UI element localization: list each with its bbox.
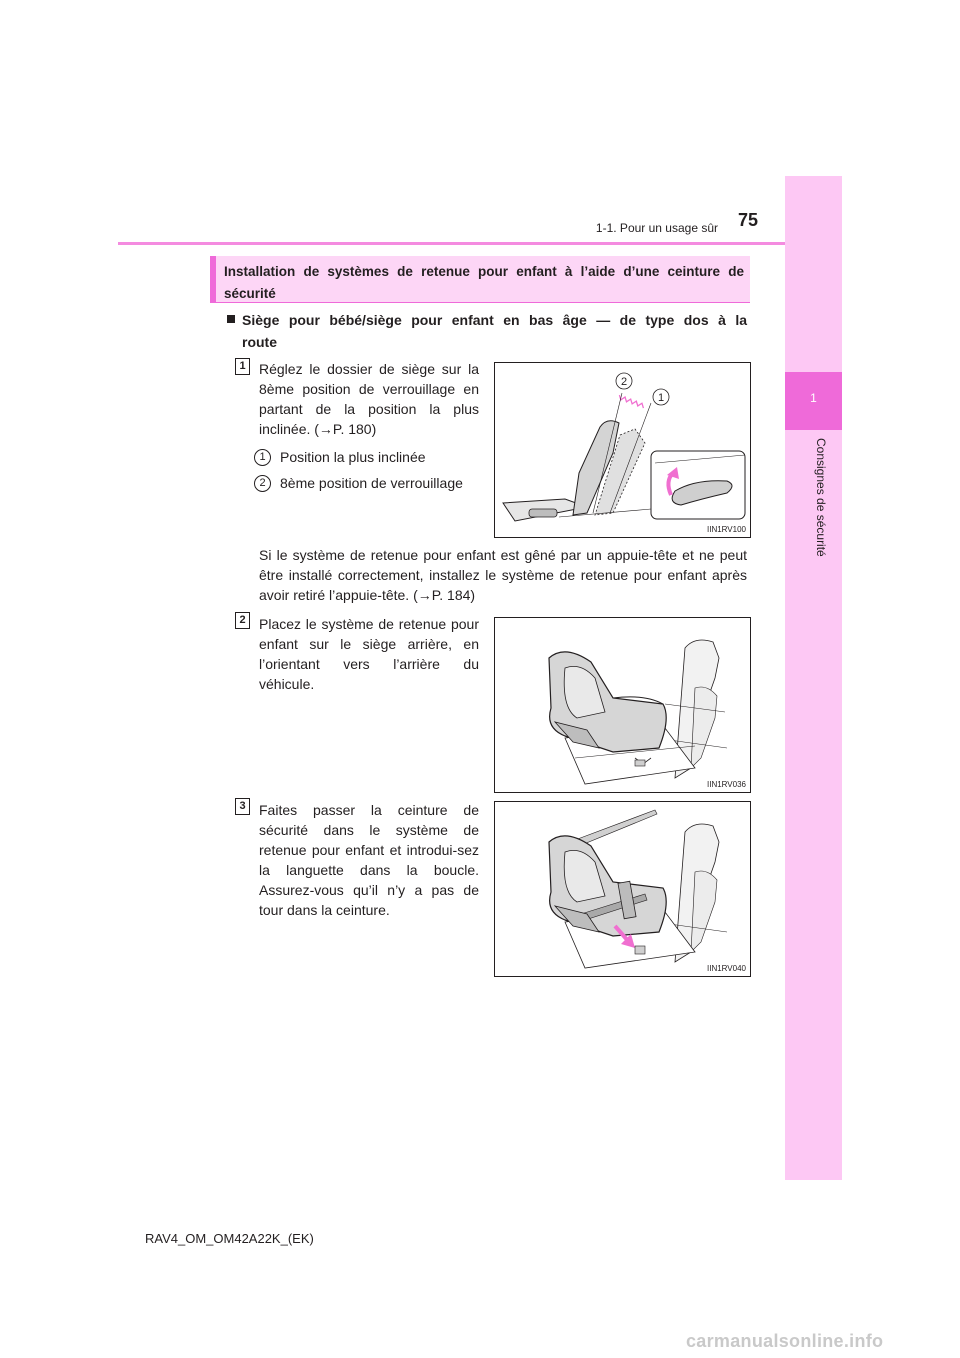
step-3-text: Faites passer la ceinture de sécurité dans le système de retenue pour enfant et introdui-sez la languette dans la boucle. Assurez-vous qu’il n’y a pas de tour dans la ceinture. bbox=[259, 802, 479, 918]
child-seat-placed-illustration bbox=[495, 618, 750, 792]
section-bar-accent bbox=[210, 256, 216, 302]
figure-belt-routing bbox=[494, 801, 751, 977]
subheading: Siège pour bébé/siège pour enfant en bas âge — de type dos à la route bbox=[242, 312, 747, 350]
figure-label-1: 1 bbox=[657, 392, 665, 404]
step-1-text: Réglez le dossier de siège sur la 8ème position de verrouillage en partant de la position la plus inclinée. (→P. 180) bbox=[259, 361, 479, 437]
callout-text-2: 8ème position de verrouillage bbox=[280, 475, 463, 491]
site-watermark: carmanualsonline.info bbox=[686, 1331, 884, 1351]
callout-number-1: 1 bbox=[254, 449, 271, 466]
step-1-note: Si le système de retenue pour enfant est gêné par un appuie-tête et ne peut être installé correctement, installez le système de retenue pour enfant après avoir retiré l’appuie-tête. (→P. 184) bbox=[259, 547, 747, 603]
step-number-1: 1 bbox=[235, 358, 250, 375]
figure-child-seat-placed bbox=[494, 617, 751, 793]
chapter-tab-label: Consignes de sécurité bbox=[814, 438, 828, 557]
section-reference: 1-1. Pour un usage sûr bbox=[595, 221, 718, 235]
figure-code: IIN1RV036 bbox=[707, 780, 746, 789]
side-tab-strip bbox=[785, 176, 842, 1180]
figure-code: IIN1RV040 bbox=[707, 964, 746, 973]
callout-number-2: 2 bbox=[254, 475, 271, 492]
step-number-2: 2 bbox=[235, 612, 250, 629]
document-code: RAV4_OM_OM42A22K_(EK) bbox=[145, 1231, 314, 1246]
step-2-text: Placez le système de retenue pour enfant sur le siège arrière, en l’orientant vers l’arrière du véhicule. bbox=[259, 616, 479, 692]
belt-routing-illustration bbox=[495, 802, 750, 976]
figure-label-2: 2 bbox=[620, 376, 628, 388]
section-title: Installation de systèmes de retenue pour enfant à l’aide d’une ceinture de sécurité bbox=[224, 264, 744, 301]
bullet-square-icon bbox=[227, 315, 235, 323]
header-rule bbox=[118, 242, 785, 245]
step-number-3: 3 bbox=[235, 798, 250, 815]
figure-seatback-adjust bbox=[494, 362, 751, 538]
seatback-illustration bbox=[495, 363, 750, 537]
chapter-tab-number: 1 bbox=[810, 391, 817, 405]
page-number: 75 bbox=[738, 210, 759, 230]
callout-text-1: Position la plus inclinée bbox=[280, 449, 426, 465]
figure-code: IIN1RV100 bbox=[707, 525, 746, 534]
